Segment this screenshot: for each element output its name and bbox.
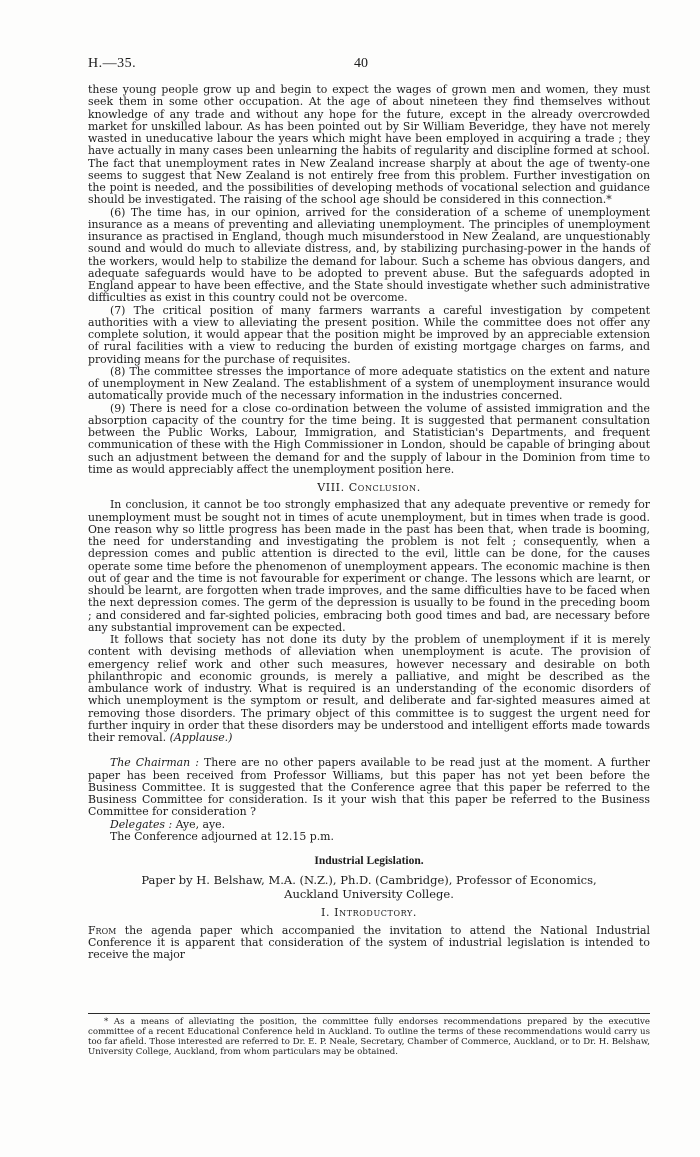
- speaker-label-chairman: The Chairman :: [110, 756, 199, 770]
- article-title: Industrial Legislation.: [314, 855, 424, 867]
- conclusion-paragraph: [88, 634, 650, 744]
- footnote-divider: [88, 1013, 650, 1014]
- section-heading-introductory: I. Introductory.: [321, 906, 417, 920]
- paragraph-item-8: (8) The committee stresses the importance of more adequate statistics on the extent and nature of unemployment in New Zealand. The establishment of a system of unemployment insurance would automatically provide much of the necessary information in the industries concerned.: [88, 364, 650, 403]
- section-heading-conclusion: VIII. Conclusion.: [317, 481, 421, 494]
- chairman-remark: [88, 757, 650, 818]
- page-number: 40: [354, 56, 368, 71]
- adjournment-note: The Conference adjourned at 12.15 p.m.: [110, 829, 334, 843]
- conclusion-paragraph-text: It follows that society has not done its duty by the problem of unemployment if it is merely content with devising methods of alleviation when unemployment is acute. The provision of emergency relief work and other such measures, however necessary and desirable on both philanthropic and economic grounds, is merely a palliative, and might be described as the ambulance work of industry. What is required is an understanding of the economic disorders of which unemployment is the symptom or result, and deliberate and far-sighted measures aimed at removing those disorders. The primary object of this committee is to suggest the urgent need for further inquiry in order that these disorders may be understood and intelligent efforts made towards their removal.: [88, 633, 650, 744]
- intro-paragraph: [88, 925, 650, 962]
- conclusion-paragraph: In conclusion, it cannot be too strongly emphasized that any adequate preventive or remedy for unemployment must be sought not in times of acute unemployment, but in times when trade is good. One reason why so little progress has been made in the past has been that, when trade is booming, the need for understanding and investigating the problem is not felt ; consequently, when a depression comes and public attention is directed to the evil, little can be done, for the causes operate some time before the phenomenon of unemployment appears. The economic machine is then out of gear and the time is not favourable for experiment or change. The lessons which are learnt, or should be learnt, are forgotten when trade improves, and the same difficulties have to be faced when the next depression comes. The germ of the depression is usually to be found in the preceding boom ; and considered and far-sighted policies, embracing both good times and bad, are necessary before any substantial improvement can be expected.: [88, 498, 650, 634]
- document-id: H.—35.: [88, 56, 137, 71]
- paragraph-item-9: (9) There is need for a close co-ordination between the volume of assisted immigration and the absorption capacity of the country for the time being. It is suggested that permanent consultation between the Public Works, Labour, Immigration, and Statistician's Departments, and frequent communication of these with the High Commissioner in London, should be capable of bringing about such an adjustment between the demand for and the supply of labour in the Dominion from time to time as would appreciably affect the unemployment position here.: [88, 401, 650, 476]
- speaker-label-delegates: Delegates :: [110, 817, 173, 831]
- chairman-text: There are no other papers available to be read just at the moment. A further paper has been received from Professor Williams, but this paper has not yet been before the Business Committee. It is suggested that the Conference agree that this paper be referred to the Business Committee for consideration. Is it your wish that this paper be referred to the Business Committee for consideration ?: [88, 756, 650, 819]
- intro-text: the agenda paper which accompanied the invitation to attend the National Industrial Conference it is apparent that consideration of the system of industrial legislation is intended to receive the major: [88, 923, 650, 961]
- paragraph-continued: these young people grow up and begin to expect the wages of grown men and women, they must seek them in some other occupation. At the age of about nineteen they find themselves without knowledge of any trade and without any hope for the future, except in the already overcrowded market for unskilled labour. As has been pointed out by Sir William Beveridge, they have not merely wasted in uneducative labour the years which might have been employed in acquiring a trade ; they have actually in many cases been unlearning the habits of regularity and discipline formed at school. The fact that unemployment rates in New Zealand increase sharply at about the age of twenty-one seems to suggest that New Zealand is not entirely free from this problem. Further investigation on the point is needed, and the possibilities of developing methods of vocational selection and guidance should be investigated. The raising of the school age should be considered in this connection.*: [88, 83, 650, 207]
- page-body: [88, 84, 650, 961]
- footnote: [88, 1017, 650, 1057]
- page-header: [88, 56, 650, 76]
- delegates-remark: [88, 819, 650, 831]
- paragraph-item-6: (6) The time has, in our opinion, arrived for the consideration of a scheme of unemployment insurance as a means of preventing and alleviating unemployment. The principles of unemployment insurance as practised in England, though much misunderstood in New Zealand, are unquestionably sound and would do much to alleviate distress, and, by stabilizing purchasing-power in the hands of the workers, would help to stabilize the demand for labour. Such a scheme has obvious dangers, and adequate safeguards would have to be adopted to prevent abuse. But the safeguards adopted in England appear to have been effective, and the State should investigate whether such administrative difficulties as exist in this country could not be overcome.: [88, 205, 650, 305]
- applause-note: (Applause.): [169, 731, 233, 744]
- intro-first-word: From: [88, 923, 117, 937]
- footnote-text: * As a means of alleviating the position, the committee fully endorses recommendations prepared by the executive committee of a recent Educational Conference held in Auckland. To outline the terms of these recommendations would carry us too far afield. Those interested are referred to Dr. E. P. Neale, Secretary, Chamber of Commerce, Auckland, or to Dr. H. Belshaw, University College, Auckland, from whom particulars may be obtained.: [88, 1017, 650, 1057]
- delegates-text: Aye, aye.: [175, 817, 226, 831]
- paragraph-item-7: (7) The critical position of many farmers warrants a careful investigation by competent authorities with a view to alleviating the present position. While the committee does not offer any complete solution, it would appear that the position might be improved by an appreciable extension of rural facilities with a view to reducing the burden of existing mortgage charges on farms, and providing means for the purchase of requisites.: [88, 303, 650, 366]
- article-byline: Paper by H. Belshaw, M.A. (N.Z.), Ph.D. (Cambridge), Professor of Economics, Auckland University College.: [141, 873, 597, 902]
